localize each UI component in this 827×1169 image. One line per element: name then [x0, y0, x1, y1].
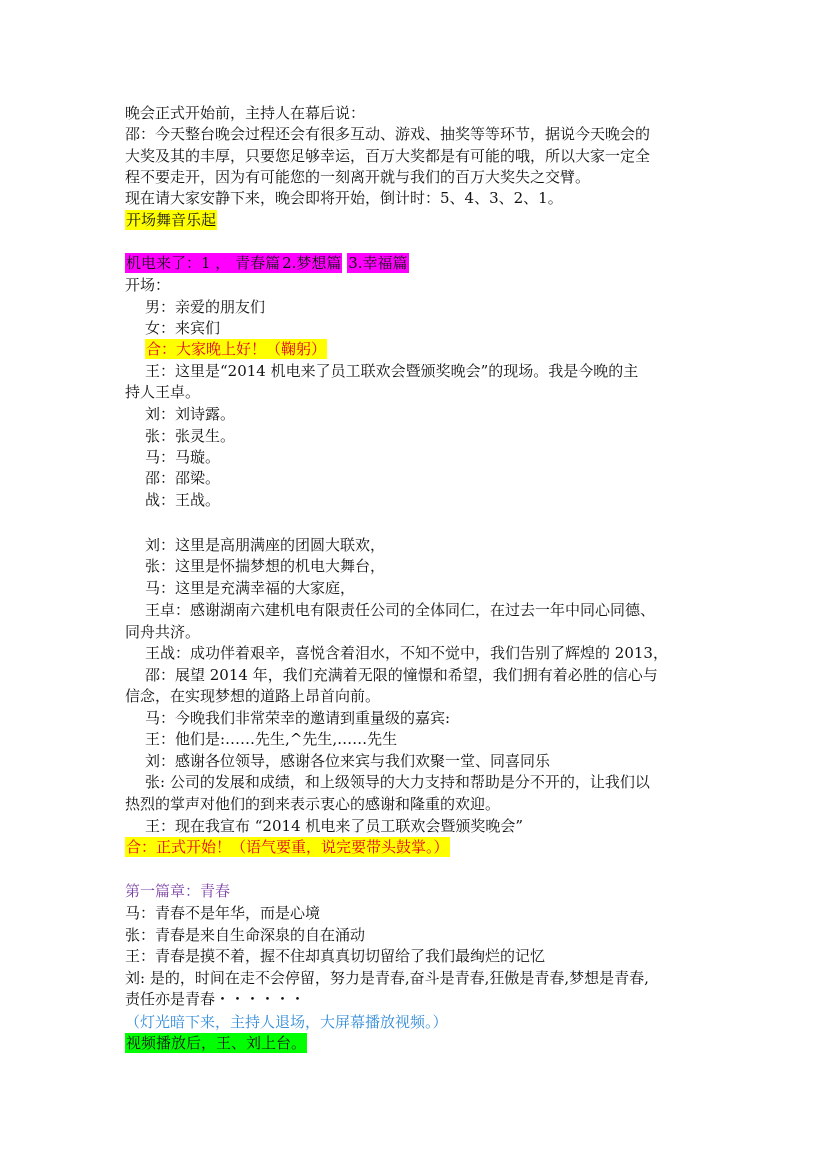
wangzhuo-thanks-line: 同舟共济。 — [125, 623, 201, 641]
zhang-welcome: 张：这里是怀揣梦想的机电大舞台， — [145, 557, 386, 575]
liu-welcome: 刘：这里是高朋满座的团圆大联欢， — [145, 536, 386, 554]
liu-thanks-line: 刘：感谢各位领导，感谢各位来宾与我们欢聚一堂、同喜同乐 — [145, 752, 551, 770]
ma-intro: 马：马璇。 — [145, 448, 221, 466]
liu-youth-line: 责任亦是青春・・・・・・ — [125, 990, 306, 1008]
zhang-youth-line: 张：青春是来自生命深泉的自在涌动 — [125, 926, 366, 944]
zhang-applause-line: 热烈的掌声对他们的到来表示衷心的感谢和隆重的欢迎。 — [125, 795, 501, 813]
intro-line: 晚会正式开始前，主持人在幕后说： — [125, 104, 366, 122]
chapter-title: 第一篇章：青春 — [125, 882, 231, 900]
shao-intro: 邵：邵梁。 — [145, 469, 221, 487]
opening-title: 开场： — [125, 276, 171, 294]
theme-part-youth: 机电来了：1 ， 青春篇 — [126, 254, 281, 272]
together-start — [125, 837, 450, 857]
ma-welcome: 马：这里是充满幸福的大家庭， — [145, 579, 356, 597]
male-line: 男：亲爱的朋友们 — [145, 298, 266, 316]
wangzhan-line: 王战：成功伴着艰辛，喜悦含着泪水，不知不觉中，我们告别了辉煌的 2013， — [145, 644, 668, 662]
theme-part-dream: 2.梦想篇 — [282, 254, 342, 272]
shao-speech-line: 邵：今天整台晚会过程还会有很多互动、游戏、抽奖等等环节，据说今天晚会的 — [125, 125, 651, 143]
countdown-line: 现在请大家安静下来，晚会即将开始，倒计时：5、4、3、2、1。 — [125, 189, 563, 207]
after-video-highlight: 视频播放后，王、刘上台。 — [126, 1034, 307, 1052]
zhang-intro: 张：张灵生。 — [145, 427, 236, 445]
ma-guests-line: 马：今晚我们非常荣幸的邀请到重量级的嘉宾: — [145, 709, 451, 727]
together-greeting-highlight: 合：大家晚上好！（鞠躬） — [146, 340, 327, 358]
stage-direction: （灯光暗下来，主持人退场，大屏幕播放视频。） — [125, 1013, 448, 1031]
liu-intro: 刘：刘诗露。 — [145, 405, 236, 423]
together-start-highlight: 合：正式开始！（语气要重，说完要带头鼓掌。） — [126, 838, 449, 856]
after-video-cue — [125, 1033, 307, 1053]
shao-outlook-line: 信念，在实现梦想的道路上昂首向前。 — [125, 687, 381, 705]
wang-guests-line: 王：他们是:……先生,^先生,……先生 — [145, 730, 398, 748]
wang-intro-line: 王：这里是“2014 机电来了员工联欢会暨颁奖晚会”的现场。我是今晚的主 — [145, 362, 639, 380]
wangzhuo-thanks-line: 王卓：感谢湖南六建机电有限责任公司的全体同仁，在过去一年中同心同德、 — [145, 601, 656, 619]
shao-speech-line: 大奖及其的丰厚，只要您足够幸运，百万大奖都是有可能的哦，所以大家一定全 — [125, 147, 651, 165]
zhan-intro: 战：王战。 — [145, 491, 221, 509]
female-line: 女：来宾们 — [145, 319, 221, 337]
together-greeting — [145, 339, 327, 359]
ma-youth-line: 马：青春不是年华，而是心境 — [125, 904, 321, 922]
music-cue-highlight: 开场舞音乐起 — [126, 211, 217, 229]
liu-youth-line: 刘: 是的，时间在走不会停留，努力是青春,奋斗是青春,狂傲是青春,梦想是青春, — [125, 969, 649, 987]
wang-youth-line: 王：青春是摸不着，握不住却真真切切留给了我们最绚烂的记忆 — [125, 947, 546, 965]
shao-outlook-line: 邵：展望 2014 年，我们充满着无限的憧憬和希望，我们拥有着必胜的信心与 — [145, 666, 658, 684]
shao-speech-line: 程不要走开，因为有可能您的一刻离开就与我们的百万大奖失之交臂。 — [125, 168, 591, 186]
wang-announce-line: 王：现在我宣布 “2014 机电来了员工联欢会暨颁奖晚会” — [145, 817, 524, 835]
music-cue — [125, 210, 217, 230]
theme-part-happiness: 3.幸福篇 — [348, 254, 408, 272]
zhang-applause-line: 张: 公司的发展和成绩，和上级领导的大力支持和帮助是分不开的，让我们以 — [145, 773, 650, 791]
theme-line — [125, 253, 409, 273]
wang-intro-line: 持人王卓。 — [125, 383, 201, 401]
